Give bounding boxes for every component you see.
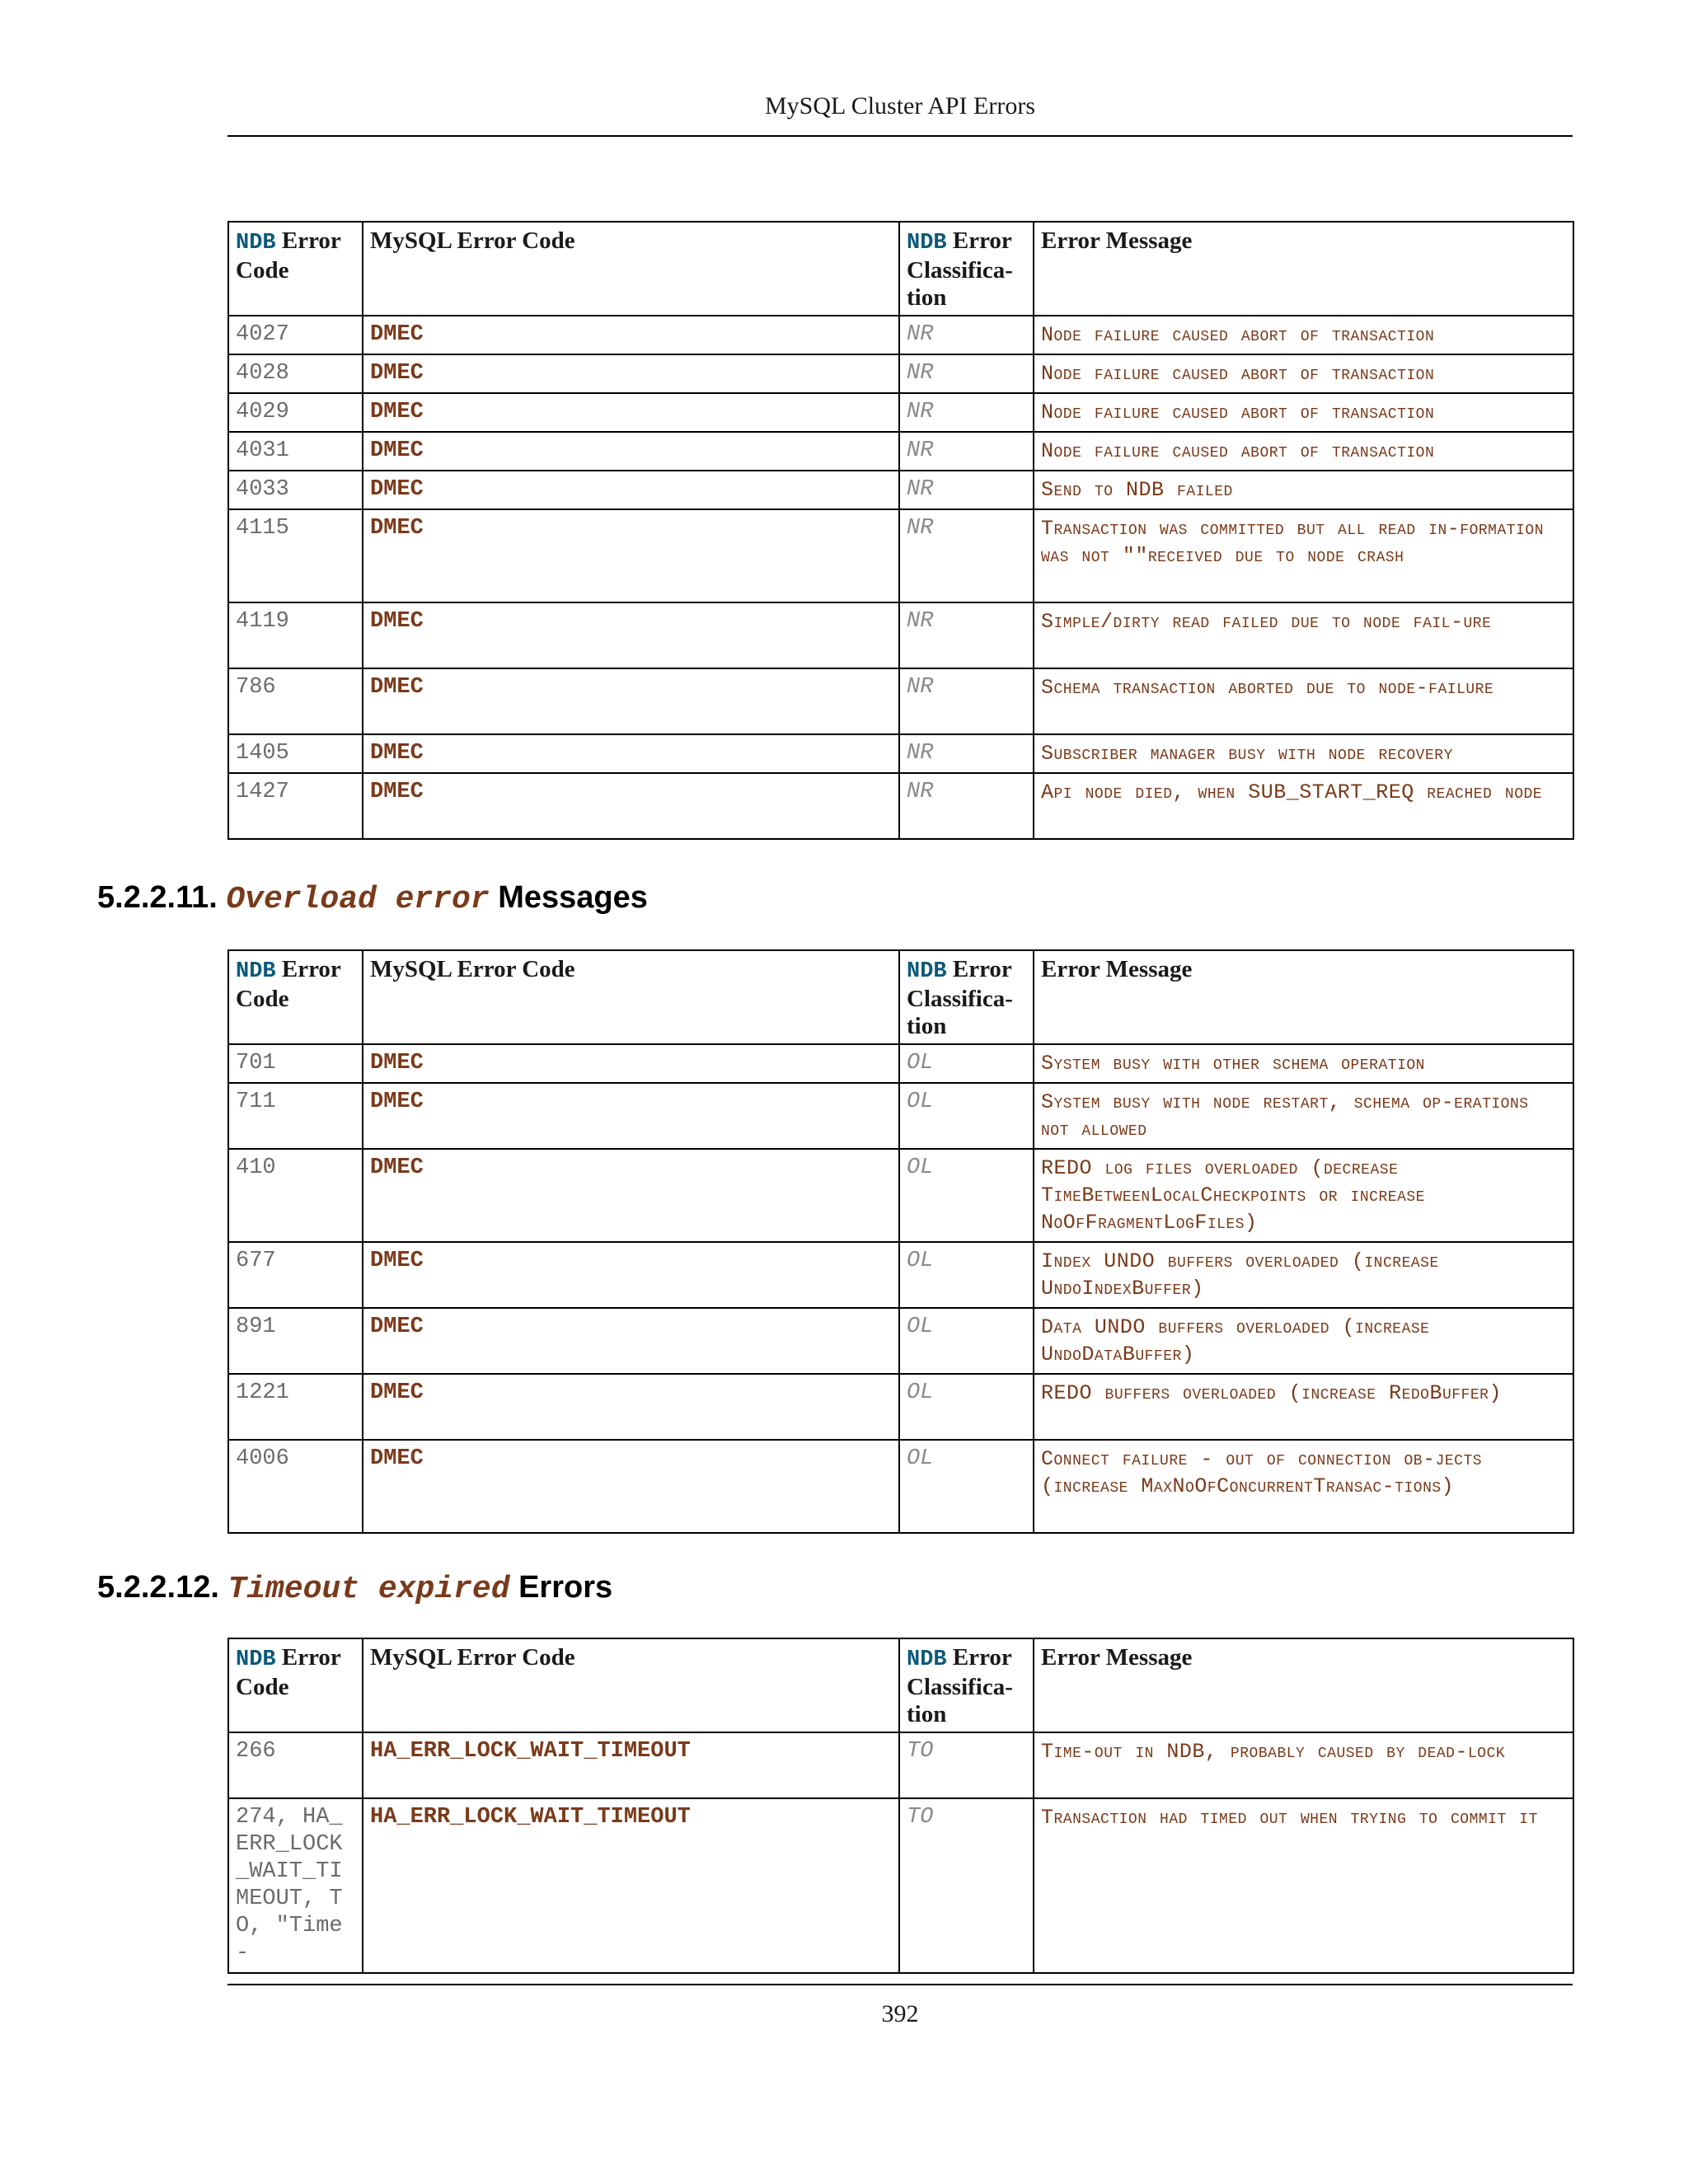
error-message: REDO log files overloaded (decrease TimeBetweenLocalCheckpoints or increase NoOfFragmentLogFiles) [1034,1149,1573,1242]
ndb-code: 4029 [228,393,363,432]
error-message: Connect failure - out of connection ob-jects (increase MaxNoOfConcurrentTransac-tions) [1034,1440,1573,1533]
ndb-code: 4119 [228,602,363,668]
ndb-code: 410 [228,1149,363,1242]
col-error-message: Error Message [1034,222,1573,316]
mysql-code: DMEC [363,509,899,602]
mysql-code: DMEC [363,773,899,839]
mysql-code: DMEC [363,1149,899,1242]
ndb-code: 701 [228,1044,363,1083]
table-row [228,1308,1573,1374]
table-row [228,393,1573,432]
error-message: Simple/dirty read failed due to node fail-ure [1034,602,1573,668]
classification: OL [899,1308,1034,1374]
col-mysql-error-code: MySQL Error Code [363,950,899,1044]
error-table-overload [227,949,1574,1534]
mysql-code: DMEC [363,316,899,354]
table-row [228,509,1573,602]
mysql-code: DMEC [363,602,899,668]
error-message: System busy with node restart, schema op-erations not allowed [1034,1083,1573,1149]
table-row [228,1083,1573,1149]
error-message: Node failure caused abort of transaction [1034,316,1573,354]
footer-rule [227,1984,1573,1985]
classification: NR [899,354,1034,393]
table-header-row [228,950,1573,1044]
page-number: 392 [881,2000,919,2027]
table-header-row [228,1638,1573,1732]
classification: NR [899,773,1034,839]
classification: OL [899,1440,1034,1533]
col-mysql-error-code: MySQL Error Code [363,1638,899,1732]
table-row [228,1440,1573,1533]
error-message: Index UNDO buffers overloaded (increase UndoIndexBuffer) [1034,1242,1573,1308]
col-ndb-error-code: NDB Error Code [228,222,363,316]
page-header: MySQL Cluster API Errors [764,92,1036,120]
ndb-code: 4033 [228,471,363,509]
mysql-code: DMEC [363,471,899,509]
table-row [228,668,1573,734]
ndb-code: 4031 [228,432,363,471]
section-heading-timeout: 5.2.2.12. Timeout expired Errors [97,1570,613,1607]
error-message: Transaction had timed out when trying to commit it [1034,1798,1573,1973]
table-row [228,1242,1573,1308]
error-message: Send to NDB failed [1034,471,1573,509]
error-message: Node failure caused abort of transaction [1034,432,1573,471]
mysql-code: DMEC [363,734,899,773]
col-error-message: Error Message [1034,1638,1573,1732]
classification: NR [899,316,1034,354]
table-row [228,432,1573,471]
error-message: Schema transaction aborted due to node-failure [1034,668,1573,734]
error-message: Node failure caused abort of transaction [1034,354,1573,393]
classification: TO [899,1732,1034,1798]
mysql-code: DMEC [363,1242,899,1308]
col-ndb-error-code: NDB Error Code [228,1638,363,1732]
mysql-code: DMEC [363,1044,899,1083]
table-row [228,1044,1573,1083]
ndb-code: 4027 [228,316,363,354]
classification: NR [899,432,1034,471]
mysql-code: DMEC [363,432,899,471]
section-heading-overload: 5.2.2.11. Overload error Messages [97,880,648,917]
col-ndb-classification: NDB Error Classifica-tion [899,1638,1034,1732]
ndb-code: 1427 [228,773,363,839]
ndb-code: 711 [228,1083,363,1149]
error-message: System busy with other schema operation [1034,1044,1573,1083]
error-message: Data UNDO buffers overloaded (increase UndoDataBuffer) [1034,1308,1573,1374]
ndb-code: 1221 [228,1374,363,1440]
table-row [228,354,1573,393]
classification: OL [899,1242,1034,1308]
ndb-code: 4028 [228,354,363,393]
classification: NR [899,668,1034,734]
error-table-timeout [227,1638,1574,1974]
col-error-message: Error Message [1034,950,1573,1044]
col-ndb-error-code: NDB Error Code [228,950,363,1044]
classification: NR [899,471,1034,509]
table-row [228,471,1573,509]
classification: NR [899,509,1034,602]
table-header-row [228,222,1573,316]
classification: NR [899,393,1034,432]
error-message: REDO buffers overloaded (increase RedoBuffer) [1034,1374,1573,1440]
ndb-code: 786 [228,668,363,734]
error-message: Api node died, when SUB_START_REQ reached node [1034,773,1573,839]
error-message: Transaction was committed but all read in-formation was not ""received due to node crash [1034,509,1573,602]
table-row [228,1374,1573,1440]
mysql-code: DMEC [363,393,899,432]
classification: NR [899,734,1034,773]
table-row [228,602,1573,668]
col-ndb-classification: NDB Error Classifica-tion [899,950,1034,1044]
ndb-code: 891 [228,1308,363,1374]
classification: OL [899,1044,1034,1083]
table-row [228,1798,1573,1973]
ndb-code: 4115 [228,509,363,602]
ndb-code: 1405 [228,734,363,773]
mysql-code: HA_ERR_LOCK_WAIT_TIMEOUT [363,1732,899,1798]
classification: NR [899,602,1034,668]
ndb-code: 4006 [228,1440,363,1533]
error-message: Node failure caused abort of transaction [1034,393,1573,432]
classification: OL [899,1149,1034,1242]
error-message: Subscriber manager busy with node recovery [1034,734,1573,773]
ndb-code: 274, HA_ERR_LOCK_WAIT_TIMEOUT, TO, "Time- [228,1798,363,1973]
table-row [228,316,1573,354]
col-mysql-error-code: MySQL Error Code [363,222,899,316]
col-ndb-classification: NDB Error Classifica-tion [899,222,1034,316]
mysql-code: DMEC [363,1308,899,1374]
mysql-code: DMEC [363,1374,899,1440]
ndb-code: 266 [228,1732,363,1798]
header-rule [227,135,1573,137]
classification: TO [899,1798,1034,1973]
mysql-code: HA_ERR_LOCK_WAIT_TIMEOUT [363,1798,899,1973]
table-row [228,773,1573,839]
error-table-node-recovery [227,221,1574,840]
classification: OL [899,1083,1034,1149]
table-row [228,1149,1573,1242]
error-message: Time-out in NDB, probably caused by dead-lock [1034,1732,1573,1798]
table-row [228,1732,1573,1798]
ndb-code: 677 [228,1242,363,1308]
mysql-code: DMEC [363,354,899,393]
mysql-code: DMEC [363,1440,899,1533]
table-row [228,734,1573,773]
mysql-code: DMEC [363,1083,899,1149]
classification: OL [899,1374,1034,1440]
mysql-code: DMEC [363,668,899,734]
